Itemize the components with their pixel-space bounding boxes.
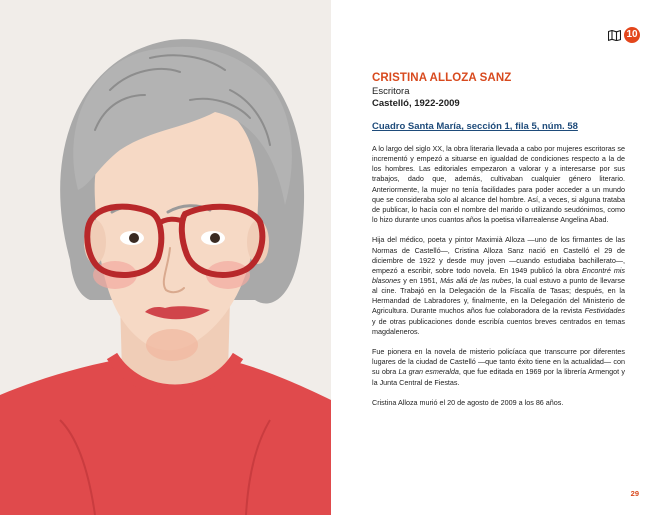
person-name: CRISTINA ALLOZA SANZ [372, 72, 512, 84]
paragraph-3 [372, 347, 625, 388]
paragraph-2-text: , la cual estuvo a punto de llevarse al cine. Trabajó en la Delegación de la Fiscalía de Tasas; después, en la Hermandad de Labradores y, finalmente, en la Delegación del Ministerio de Agricultura. Durante muchos años fue colaboradora de la revista [372, 276, 625, 316]
paragraph-2-text: Hija del médico, poeta y pintor Maximià Alloza —uno de los firmantes de las Normas de Castelló—, Cristina Alloza Sanz nació en Castelló el 29 de diciembre de 1922 y desde muy joven —cuando estudiaba bachillerato—, empezó a escribir, sobre todo novela. En 1949 publicó la obra [372, 235, 625, 275]
paragraph-2-text: y de otras publicaciones donde escribía cuentos breves centrados en temas magdaleneros. [372, 316, 625, 336]
grave-location: Cuadro Santa María, sección 1, fila 5, núm. 58 [372, 121, 578, 132]
paragraph-3-text: Fue pionera en la novela de misterio policíaca que transcurre por diferentes lugares de la ciudad de Castelló —que tanto éxito tiene en la actualidad— con su obra [372, 347, 625, 377]
map-icon [608, 30, 621, 41]
paragraph-1: A lo largo del siglo XX, la obra literaria llevada a cabo por mujeres escritoras se incrementó y empezó a situarse en igualdad de condiciones respecto a la de los hombres. Las editoriales empezaron a valorar y a interesarse por sus trabajos, dado que, además, cultivaban cualquier género literario. Anteriormente, la mujer no tenía facilidades para poder acceder a un mundo que se consideraba solo al alcance del hombre. Así, a veces, si alguna trataba de publicar, lo hacía con el nombre del marido o utilizando seudónimos, como lo hizo durante unos cuantos años la poetisa villarrealense Angelina Abad. [372, 144, 625, 225]
book-title-3: La gran esmeralda [398, 367, 459, 377]
person-role: Escritora [372, 86, 410, 97]
text-page [331, 0, 661, 515]
biography [372, 144, 625, 408]
page-number: 29 [630, 489, 639, 498]
pupil-right [210, 233, 220, 243]
pupil-left [129, 233, 139, 243]
book-title-1: Encontré mis blasones [372, 265, 625, 286]
book-title-2: Más allá de las nubes [440, 276, 512, 286]
section-badge [608, 27, 640, 43]
chin-shadow [146, 329, 198, 361]
paragraph-2 [372, 235, 625, 337]
magazine-title: Festividades [584, 306, 625, 316]
paragraph-3-text: , que fue editada en 1969 por la librería Armengot y la Junta Central de Fiestas. [372, 367, 625, 387]
paragraph-4: Cristina Alloza murió el 20 de agosto de 2009 a los 86 años. [372, 397, 564, 407]
section-number: 10 [624, 27, 640, 43]
paragraph-2-text: y en 1951, [400, 276, 441, 286]
person-origin: Castelló, 1922-2009 [372, 98, 460, 109]
